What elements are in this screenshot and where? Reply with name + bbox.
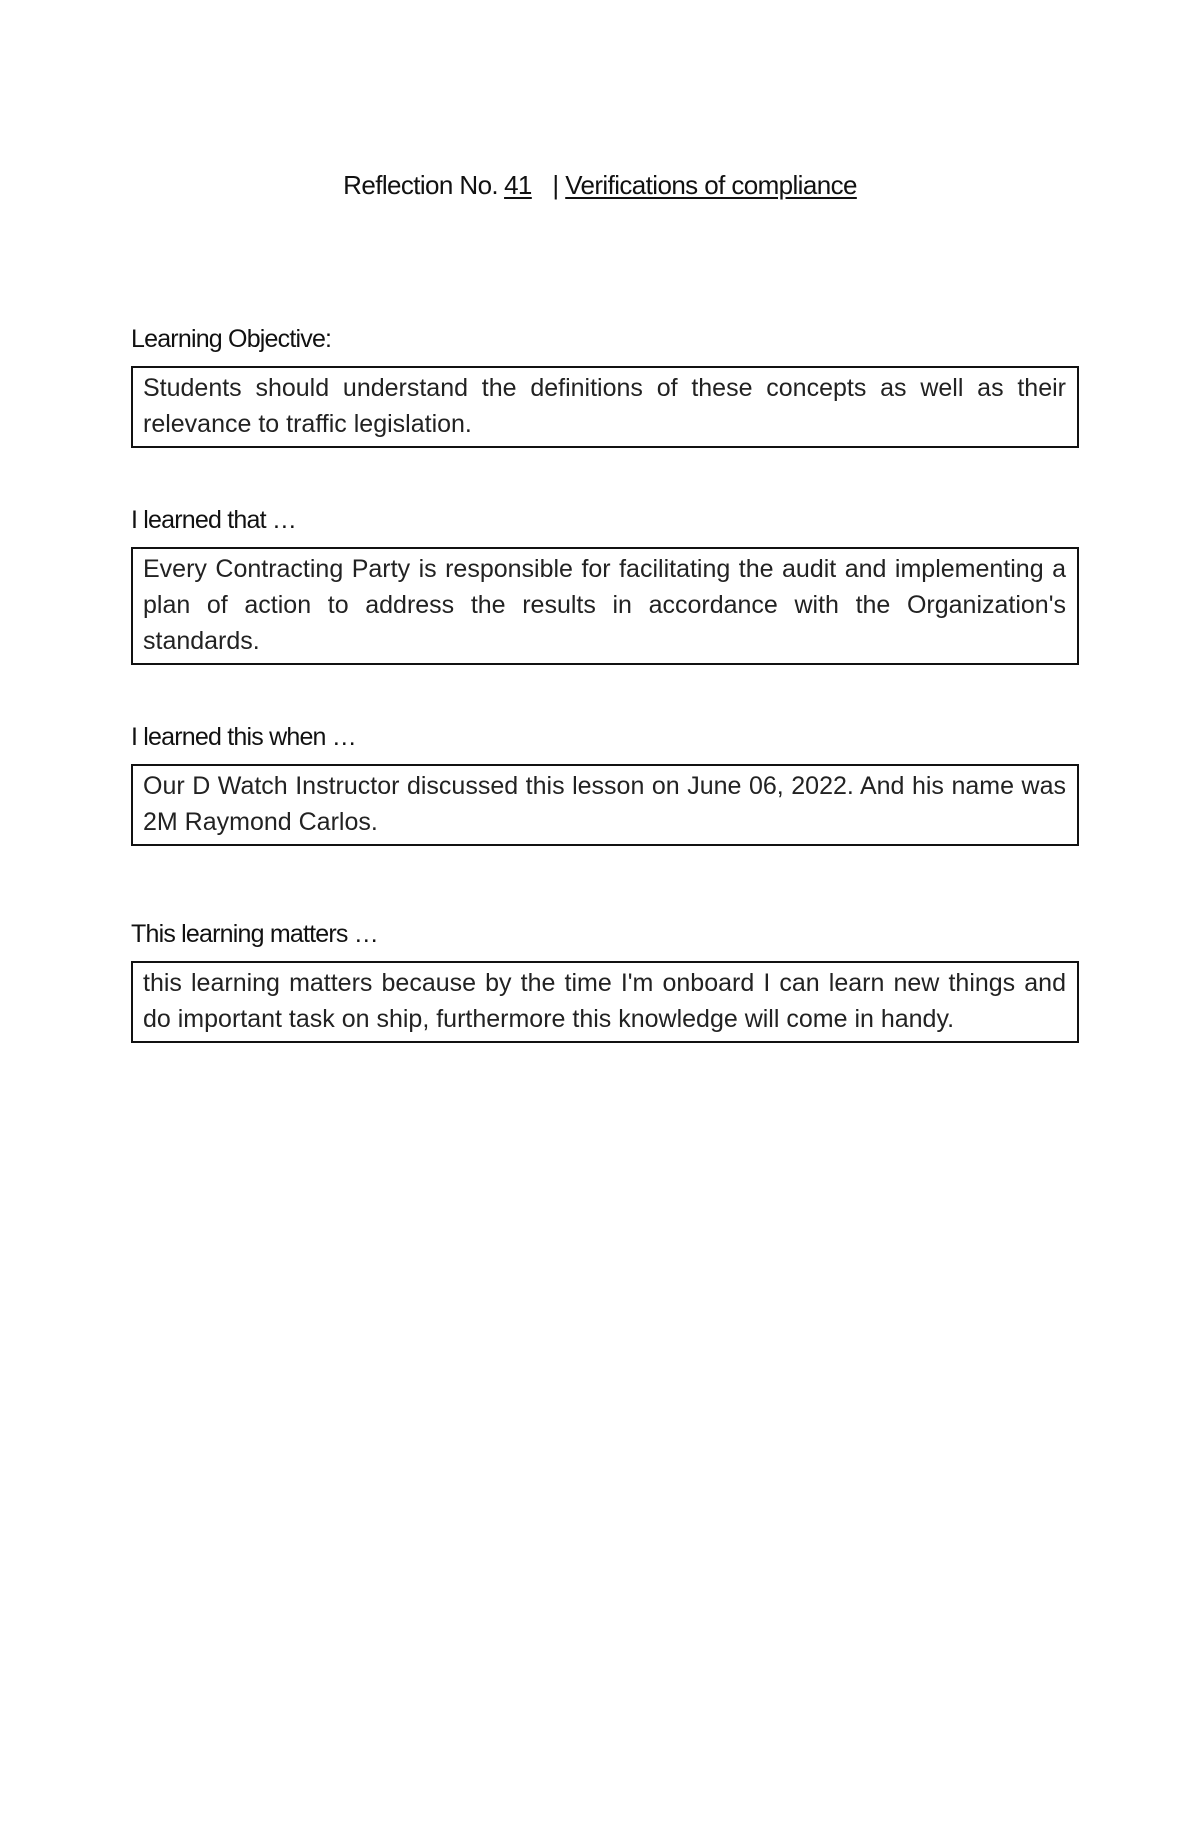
page-title: [0, 170, 1200, 201]
section-text-box: Every Contracting Party is responsible for facilitating the audit and implementing a plan of action to address the results in accordance with the Organization's standards.: [131, 547, 1079, 665]
section-text-box: Our D Watch Instructor discussed this lesson on June 06, 2022. And his name was 2M Raymond Carlos.: [131, 764, 1079, 846]
title-prefix: Reflection No.: [343, 170, 499, 200]
section-heading: I learned that …: [131, 506, 297, 534]
title-separator: |: [552, 170, 559, 200]
section-heading: I learned this when …: [131, 723, 356, 751]
section-learning-matters: [131, 919, 1079, 1043]
section-learned-that: [131, 505, 1079, 665]
title-topic: Verifications of compliance: [565, 170, 857, 200]
section-heading: Learning Objective:: [131, 325, 332, 353]
section-text-box: Students should understand the definitions of these concepts as well as their relevance to traffic legislation.: [131, 366, 1079, 448]
section-learning-objective: [131, 324, 1079, 448]
section-heading: This learning matters …: [131, 920, 378, 948]
reflection-number: 41: [504, 170, 532, 200]
section-text-box: this learning matters because by the time I'm onboard I can learn new things and do important task on ship, furthermore this knowledge will come in handy.: [131, 961, 1079, 1043]
section-learned-when: [131, 722, 1079, 846]
